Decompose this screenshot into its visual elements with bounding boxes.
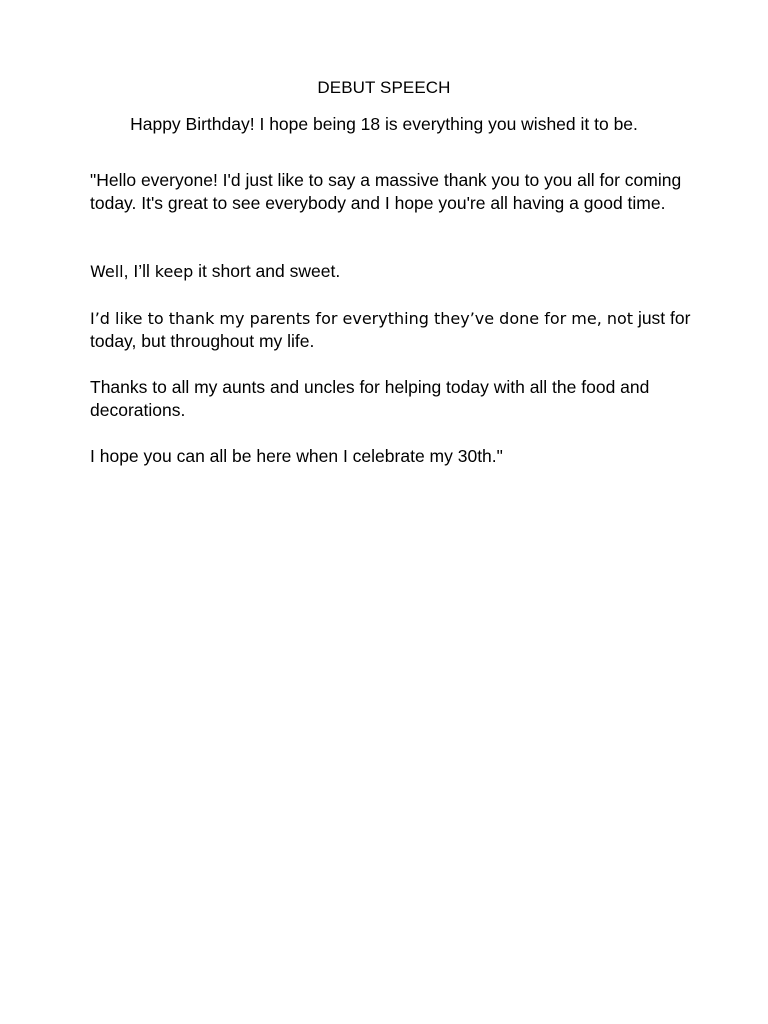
birthday-greeting: Happy Birthday! I hope being 18 is everything you wished it to be.	[130, 114, 638, 134]
page-title: DEBUT SPEECH	[317, 78, 451, 97]
speech-paragraph-short-and-sweet	[90, 260, 705, 283]
speech-text-segment: just for today, but throughout my life.	[90, 308, 691, 351]
speech-text-segment: keep	[154, 262, 194, 281]
speech-text-segment: I’d like to thank my parents for everything they’ve done for me, not	[90, 309, 634, 328]
speech-paragraph-thank-parents	[90, 307, 705, 353]
speech-paragraph-opening: "Hello everyone! I'd just like to say a massive thank you to you all for coming today. It's great to see everybody and I hope you're all having a good time.	[90, 170, 682, 213]
speech-text-segment: it short and sweet.	[193, 261, 341, 281]
speech-text-segment: , I’ll	[123, 261, 155, 281]
speech-text-segment: Well	[90, 262, 124, 281]
speech-paragraph-closing: I hope you can all be here when I celebrate my 30th."	[90, 446, 503, 466]
speech-paragraph-thank-family: Thanks to all my aunts and uncles for helping today with all the food and decorations.	[90, 377, 650, 420]
